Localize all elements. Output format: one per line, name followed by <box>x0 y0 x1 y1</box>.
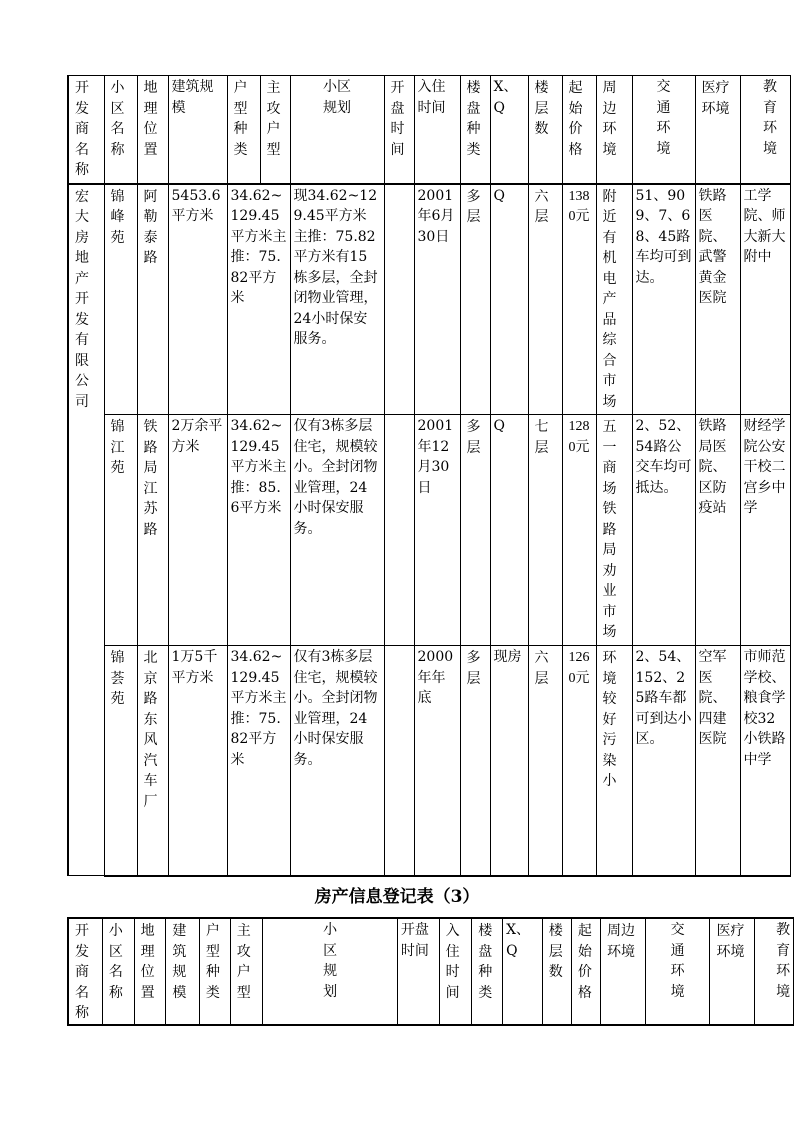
open-time-cell <box>384 415 414 646</box>
traffic-cell: 51、909、7、68、45路车均可到达。 <box>632 184 695 415</box>
price-cell: 1380元 <box>562 184 596 415</box>
section-title: 房产信息登记表（3） <box>314 887 480 907</box>
unit-types-cell: 34.62~129.45平方米主推：75.82平方米 <box>227 646 290 876</box>
kind-cell: 多层 <box>460 646 490 876</box>
header-unit-types: 户型种类 <box>199 918 230 1025</box>
header-unit-types: 户型种类 <box>227 76 260 184</box>
kind-cell: 多层 <box>460 415 490 646</box>
medical-cell: 铁路医院、武警黄金医院 <box>695 184 740 415</box>
developer-name: 宏大房地产开发有限公司 <box>68 184 104 876</box>
community-name: 锦江苑 <box>104 415 137 646</box>
header-open-time: 开盘时间 <box>397 918 439 1025</box>
table-row <box>68 646 790 876</box>
plan-cell: 仅有3栋多层住宅，规模较小。全封闭物业管理，24小时保安服务。 <box>290 415 384 646</box>
header-main-unit: 主攻户型 <box>260 76 290 184</box>
move-in-cell: 2001年12月30日 <box>414 415 460 646</box>
xq-cell: Q <box>490 184 528 415</box>
kind-cell: 多层 <box>460 184 490 415</box>
move-in-cell: 2001年6月30日 <box>414 184 460 415</box>
scale-cell: 1万5千平方米 <box>168 646 227 876</box>
floors-cell: 六层 <box>528 646 562 876</box>
header-community-name: 小区名称 <box>102 918 134 1025</box>
scale-cell: 2万余平方米 <box>168 415 227 646</box>
header-plan: 小区规划 <box>290 76 384 184</box>
medical-cell: 铁路局医院、区防疫站 <box>695 415 740 646</box>
location-cell: 北京路东风汽车厂 <box>137 646 168 876</box>
header-developer: 开发商名称 <box>68 918 102 1025</box>
header-location: 地理位置 <box>134 918 166 1025</box>
plan-cell: 仅有3栋多层住宅，规模较小。全封闭物业管理，24小时保安服务。 <box>290 646 384 876</box>
header-surroundings: 周边环境 <box>596 76 632 184</box>
unit-types-cell: 34.62~129.45平方米主推：85.6平方米 <box>227 415 290 646</box>
header-row <box>68 76 790 184</box>
header-developer: 开发商名称 <box>68 76 104 184</box>
price-cell: 1280元 <box>562 415 596 646</box>
table-row <box>68 415 790 646</box>
header-kind: 楼盘种类 <box>472 918 503 1025</box>
surroundings-cell: 附近有机电产品综合市场 <box>596 184 632 415</box>
open-time-cell <box>384 184 414 415</box>
price-cell: 1260元 <box>562 646 596 876</box>
header-kind: 楼盘种类 <box>460 76 490 184</box>
surroundings-cell: 五一商场铁路局劝业市场 <box>596 415 632 646</box>
header-community-name: 小区名称 <box>104 76 137 184</box>
header-scale: 建筑规模 <box>168 76 227 184</box>
header-education: 教育环境 <box>755 918 794 1025</box>
medical-cell: 空军医院、四建医院 <box>695 646 740 876</box>
surroundings-cell: 环境较好污染小 <box>596 646 632 876</box>
education-cell: 工学院、师大新大附中 <box>740 184 790 415</box>
property-table <box>67 75 791 877</box>
header-move-in: 入住时间 <box>439 918 472 1025</box>
header-price: 起始价格 <box>562 76 596 184</box>
header-open-time: 开盘时间 <box>384 76 414 184</box>
plan-cell: 现34.62~129.45平方米主推：75.82平方米有15栋多层，全封闭物业管理，24小时保安服务。 <box>290 184 384 415</box>
header-education: 教育环境 <box>740 76 790 184</box>
scale-cell: 5453.6平方米 <box>168 184 227 415</box>
location-cell: 铁路局江苏路 <box>137 415 168 646</box>
header-xq: X、Q <box>503 918 543 1025</box>
xq-cell: Q <box>490 415 528 646</box>
header-traffic: 交通环境 <box>645 918 710 1025</box>
community-name: 锦荟苑 <box>104 646 137 876</box>
header-xq: X、Q <box>490 76 528 184</box>
header-main-unit: 主攻户型 <box>230 918 263 1025</box>
header-floors: 楼层数 <box>542 918 571 1025</box>
header-traffic: 交通环境 <box>632 76 695 184</box>
community-name: 锦峰苑 <box>104 184 137 415</box>
header-scale: 建筑规模 <box>166 918 199 1025</box>
floors-cell: 七层 <box>528 415 562 646</box>
header-medical: 医疗环境 <box>710 918 755 1025</box>
location-cell: 阿勒泰路 <box>137 184 168 415</box>
header-location: 地理位置 <box>137 76 168 184</box>
floors-cell: 六层 <box>528 184 562 415</box>
property-table-header <box>67 917 794 1026</box>
xq-cell: 现房 <box>490 646 528 876</box>
table-row <box>68 184 790 415</box>
header-move-in: 入住时间 <box>414 76 460 184</box>
education-cell: 财经学院公安干校二宫乡中学 <box>740 415 790 646</box>
move-in-cell: 2000年年底 <box>414 646 460 876</box>
education-cell: 市师范学校、粮食学校32小铁路中学 <box>740 646 790 876</box>
header-surroundings: 周边环境 <box>601 918 646 1025</box>
header-plan: 小区规划 <box>263 918 397 1025</box>
header-row <box>68 918 794 1025</box>
header-medical: 医疗环境 <box>695 76 740 184</box>
traffic-cell: 2、54、152、25路车都可到达小区。 <box>632 646 695 876</box>
unit-types-cell: 34.62~129.45平方米主推：75.82平方米 <box>227 184 290 415</box>
open-time-cell <box>384 646 414 876</box>
header-floors: 楼层数 <box>528 76 562 184</box>
traffic-cell: 2、52、54路公交车均可抵达。 <box>632 415 695 646</box>
header-price: 起始价格 <box>571 918 600 1025</box>
